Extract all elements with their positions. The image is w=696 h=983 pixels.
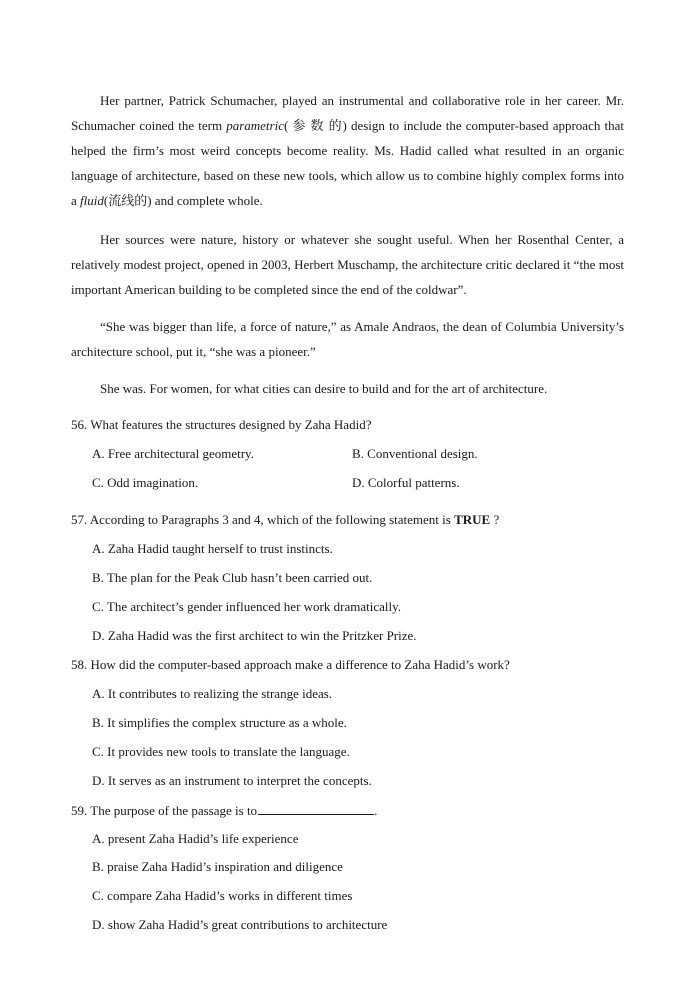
question-57-option-a: A. Zaha Hadid taught herself to trust instincts.	[92, 541, 333, 556]
question-59-option-c: C. compare Zaha Hadid’s works in different times	[92, 888, 353, 903]
question-58-option-a: A. It contributes to realizing the strange ideas.	[92, 686, 333, 701]
question-59-option-a: A. present Zaha Hadid’s life experience	[92, 831, 299, 846]
paragraph-quote: “She was bigger than life, a force of nature,” as Amale Andraos, the dean of Columbia University’s architecture school, put it, “she was a pioneer.”	[71, 319, 624, 359]
question-58-option-c: C. It provides new tools to translate the language.	[92, 744, 350, 759]
question-58-option-d: D. It serves as an instrument to interpret the concepts.	[92, 773, 372, 788]
question-57-option-c: C. The architect’s gender influenced her work dramatically.	[92, 599, 401, 614]
paragraph-conclusion: She was. For women, for what cities can desire to build and for the art of architecture.	[100, 381, 548, 396]
question-57-stem: 57. According to Paragraphs 3 and 4, which of the following statement is TRUE ?	[71, 512, 500, 527]
question-57-option-d: D. Zaha Hadid was the first architect to win the Pritzker Prize.	[92, 628, 417, 643]
term-parametric: parametric	[226, 118, 284, 133]
question-59-option-d: D. show Zaha Hadid’s great contributions to architecture	[92, 917, 388, 932]
answer-blank	[258, 802, 374, 815]
question-59-stem: 59. The purpose of the passage is to .	[71, 803, 378, 818]
question-59-option-b: B. praise Zaha Hadid’s inspiration and diligence	[92, 859, 343, 874]
paragraph-sources: Her sources were nature, history or whatever she sought useful. When her Rosenthal Center, a relatively modest project, opened in 2003, Herbert Muschamp, the architecture critic declared it “the most important American building to be completed since the end of the coldwar”.	[71, 232, 624, 297]
question-56-option-b: B. Conventional design.	[352, 446, 478, 461]
paragraph-schumacher: Her partner, Patrick Schumacher, played an instrumental and collaborative role in her career. Mr. Schumacher coined the term parametric( 参 数 的) design to include the computer-based approach that helped the firm’s most weird concepts become reality. Ms. Hadid called what resulted in an organic language of architecture, based on these new tools, which allow us to combine highly complex forms into a fluid(流线的) and complete whole.	[71, 93, 624, 208]
question-57-option-b: B. The plan for the Peak Club hasn’t been carried out.	[92, 570, 373, 585]
term-fluid: fluid	[80, 193, 104, 208]
question-58-stem: 58. How did the computer-based approach make a difference to Zaha Hadid’s work?	[71, 657, 510, 672]
question-56-option-c: C. Odd imagination.	[92, 475, 199, 490]
question-56-option-a: A. Free architectural geometry.	[92, 446, 254, 461]
question-58-option-b: B. It simplifies the complex structure as a whole.	[92, 715, 347, 730]
question-56-option-d: D. Colorful patterns.	[352, 475, 460, 490]
question-56-stem: 56. What features the structures designed by Zaha Hadid?	[71, 417, 372, 432]
